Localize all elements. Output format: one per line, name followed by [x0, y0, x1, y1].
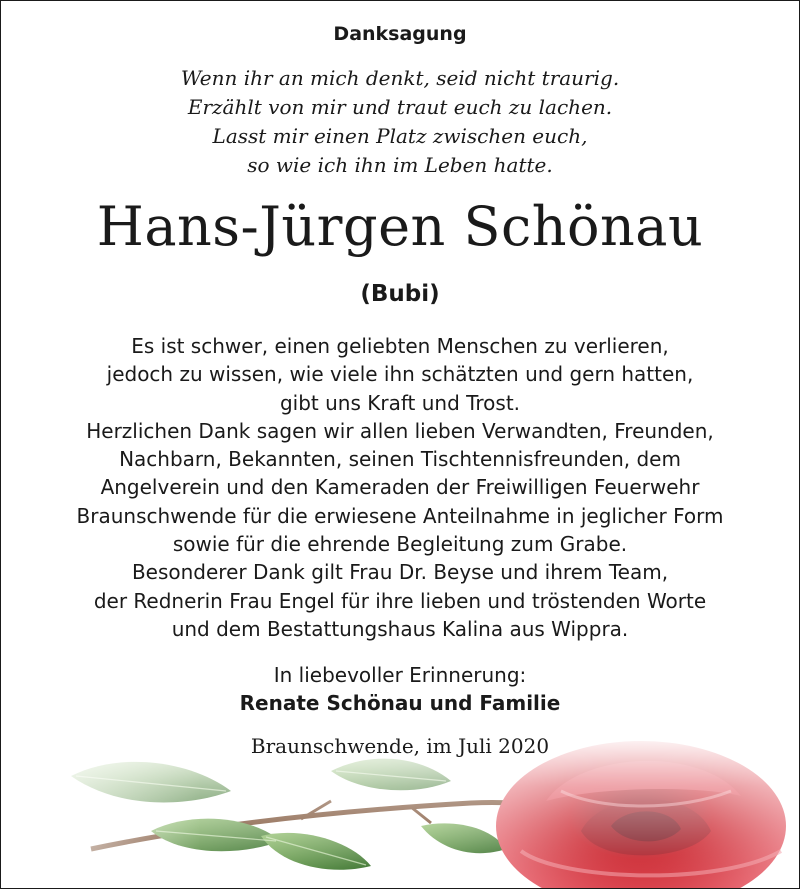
family-signature: Renate Schönau und Familie: [239, 691, 561, 715]
thanks-line: gibt uns Kraft und Trost.: [279, 390, 521, 415]
thanks-line: Braunschwende für die erwiesene Anteilnahme in jeglicher Form: [76, 503, 724, 528]
poem-line: Lasst mir einen Platz zwischen euch,: [212, 124, 588, 148]
poem-line: Wenn ihr an mich denkt, seid nicht traurig.: [180, 66, 620, 90]
closing: [1, 661, 799, 717]
thanks-line: sowie für die ehrende Begleitung zum Grabe.: [172, 532, 628, 557]
thanks-line: Nachbarn, Bekannten, seinen Tischtennisfreunden, dem: [119, 447, 681, 472]
thanks-line: Besonderer Dank gilt Frau Dr. Beyse und ihrem Team,: [131, 560, 669, 585]
thanks-line: der Rednerin Frau Engel für ihre lieben und tröstenden Worte: [93, 588, 707, 613]
thanks-line: Angelverein und den Kameraden der Freiwilligen Feuerwehr: [100, 475, 700, 500]
thanks-line: jedoch zu wissen, wie viele ihn schätzten und gern hatten,: [106, 362, 694, 387]
closing-intro: In liebevoller Erinnerung:: [273, 663, 527, 687]
poem-line: Erzählt von mir und traut euch zu lachen.: [187, 95, 613, 119]
thanks-line: Es ist schwer, einen geliebten Menschen zu verlieren,: [131, 334, 669, 358]
dateline: Braunschwende, im Juli 2020: [250, 734, 550, 758]
deceased-name: Hans-Jürgen Schönau: [96, 195, 704, 258]
heading: Danksagung: [333, 23, 467, 45]
poem-line: so wie ich ihn im Leben hatte.: [247, 153, 553, 177]
thanks-line: Herzlichen Dank sagen wir allen lieben Verwandten, Freunden,: [86, 418, 714, 443]
thanks-line: und dem Bestattungshaus Kalina aus Wippra.: [171, 616, 629, 641]
deceased-nickname: (Bubi): [360, 281, 440, 307]
thanks-text: [1, 332, 799, 643]
poem: [1, 64, 799, 180]
